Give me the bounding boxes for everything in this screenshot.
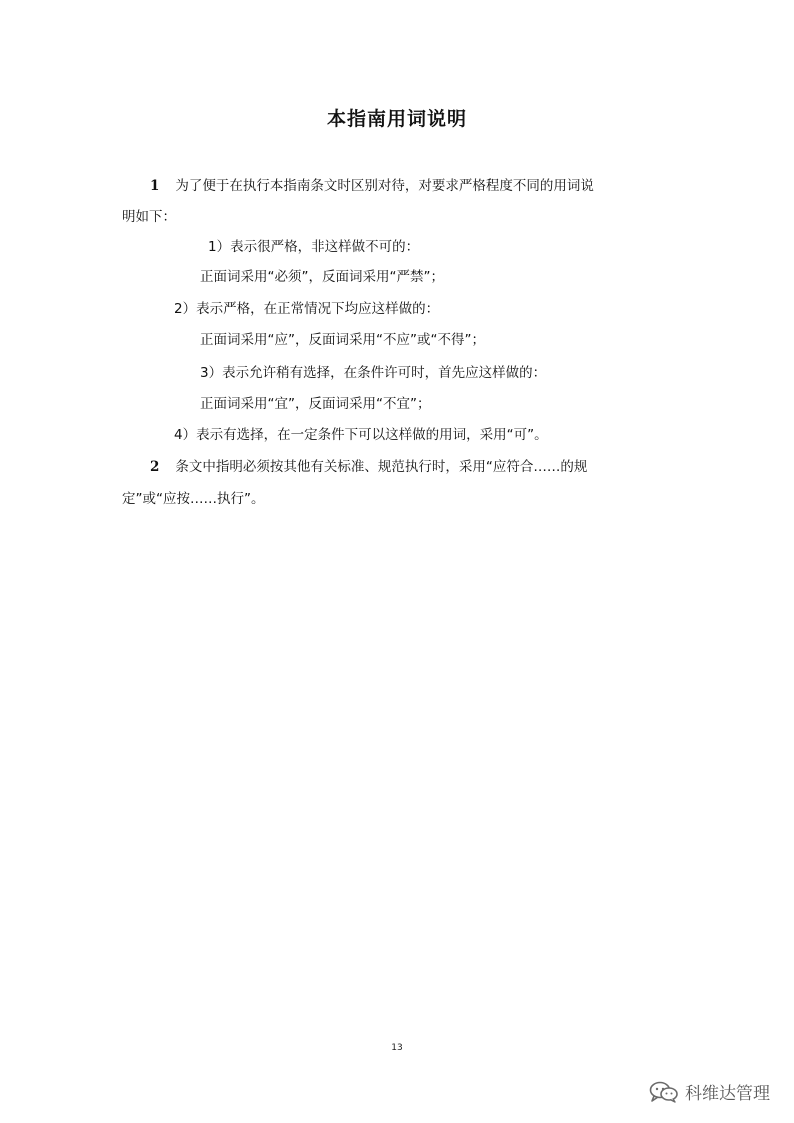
item-2-line-1 — [150, 458, 587, 476]
page-title: 本指南用词说明 — [326, 108, 467, 130]
sub-item-2: 2）表示严格，在正常情况下均应这样做的： — [174, 301, 440, 317]
sub-item-4: 4）表示有选择，在一定条件下可以这样做的用词，采用“可”。 — [174, 427, 548, 443]
wechat-icon — [649, 1081, 679, 1103]
item-1-number: 1 — [150, 178, 160, 194]
watermark — [649, 1079, 770, 1104]
item-2-number: 2 — [150, 459, 160, 475]
item-1-text: 为了便于在执行本指南条文时区别对待，对要求严格程度不同的用词说 — [175, 178, 594, 194]
sub-item-3-detail: 正面词采用“宜”，反面词采用“不宜”； — [200, 396, 431, 412]
item-1-line-2: 明如下： — [122, 209, 176, 225]
sub-item-3: 3）表示允许稍有选择，在条件许可时，首先应这样做的： — [200, 365, 547, 381]
item-2-line-2: 定”或“应按……执行”。 — [122, 491, 265, 507]
sub-item-1: 1）表示很严格，非这样做不可的： — [208, 239, 420, 255]
sub-item-1-detail: 正面词采用“必须”，反面词采用“严禁”； — [200, 269, 444, 285]
item-1-line-1 — [150, 177, 594, 195]
page-number: 13 — [391, 1043, 403, 1053]
sub-item-2-detail: 正面词采用“应”，反面词采用“不应”或“不得”； — [200, 332, 485, 348]
item-2-text: 条文中指明必须按其他有关标准、规范执行时，采用“应符合……的规 — [175, 459, 588, 475]
watermark-text: 科维达管理 — [685, 1084, 770, 1104]
